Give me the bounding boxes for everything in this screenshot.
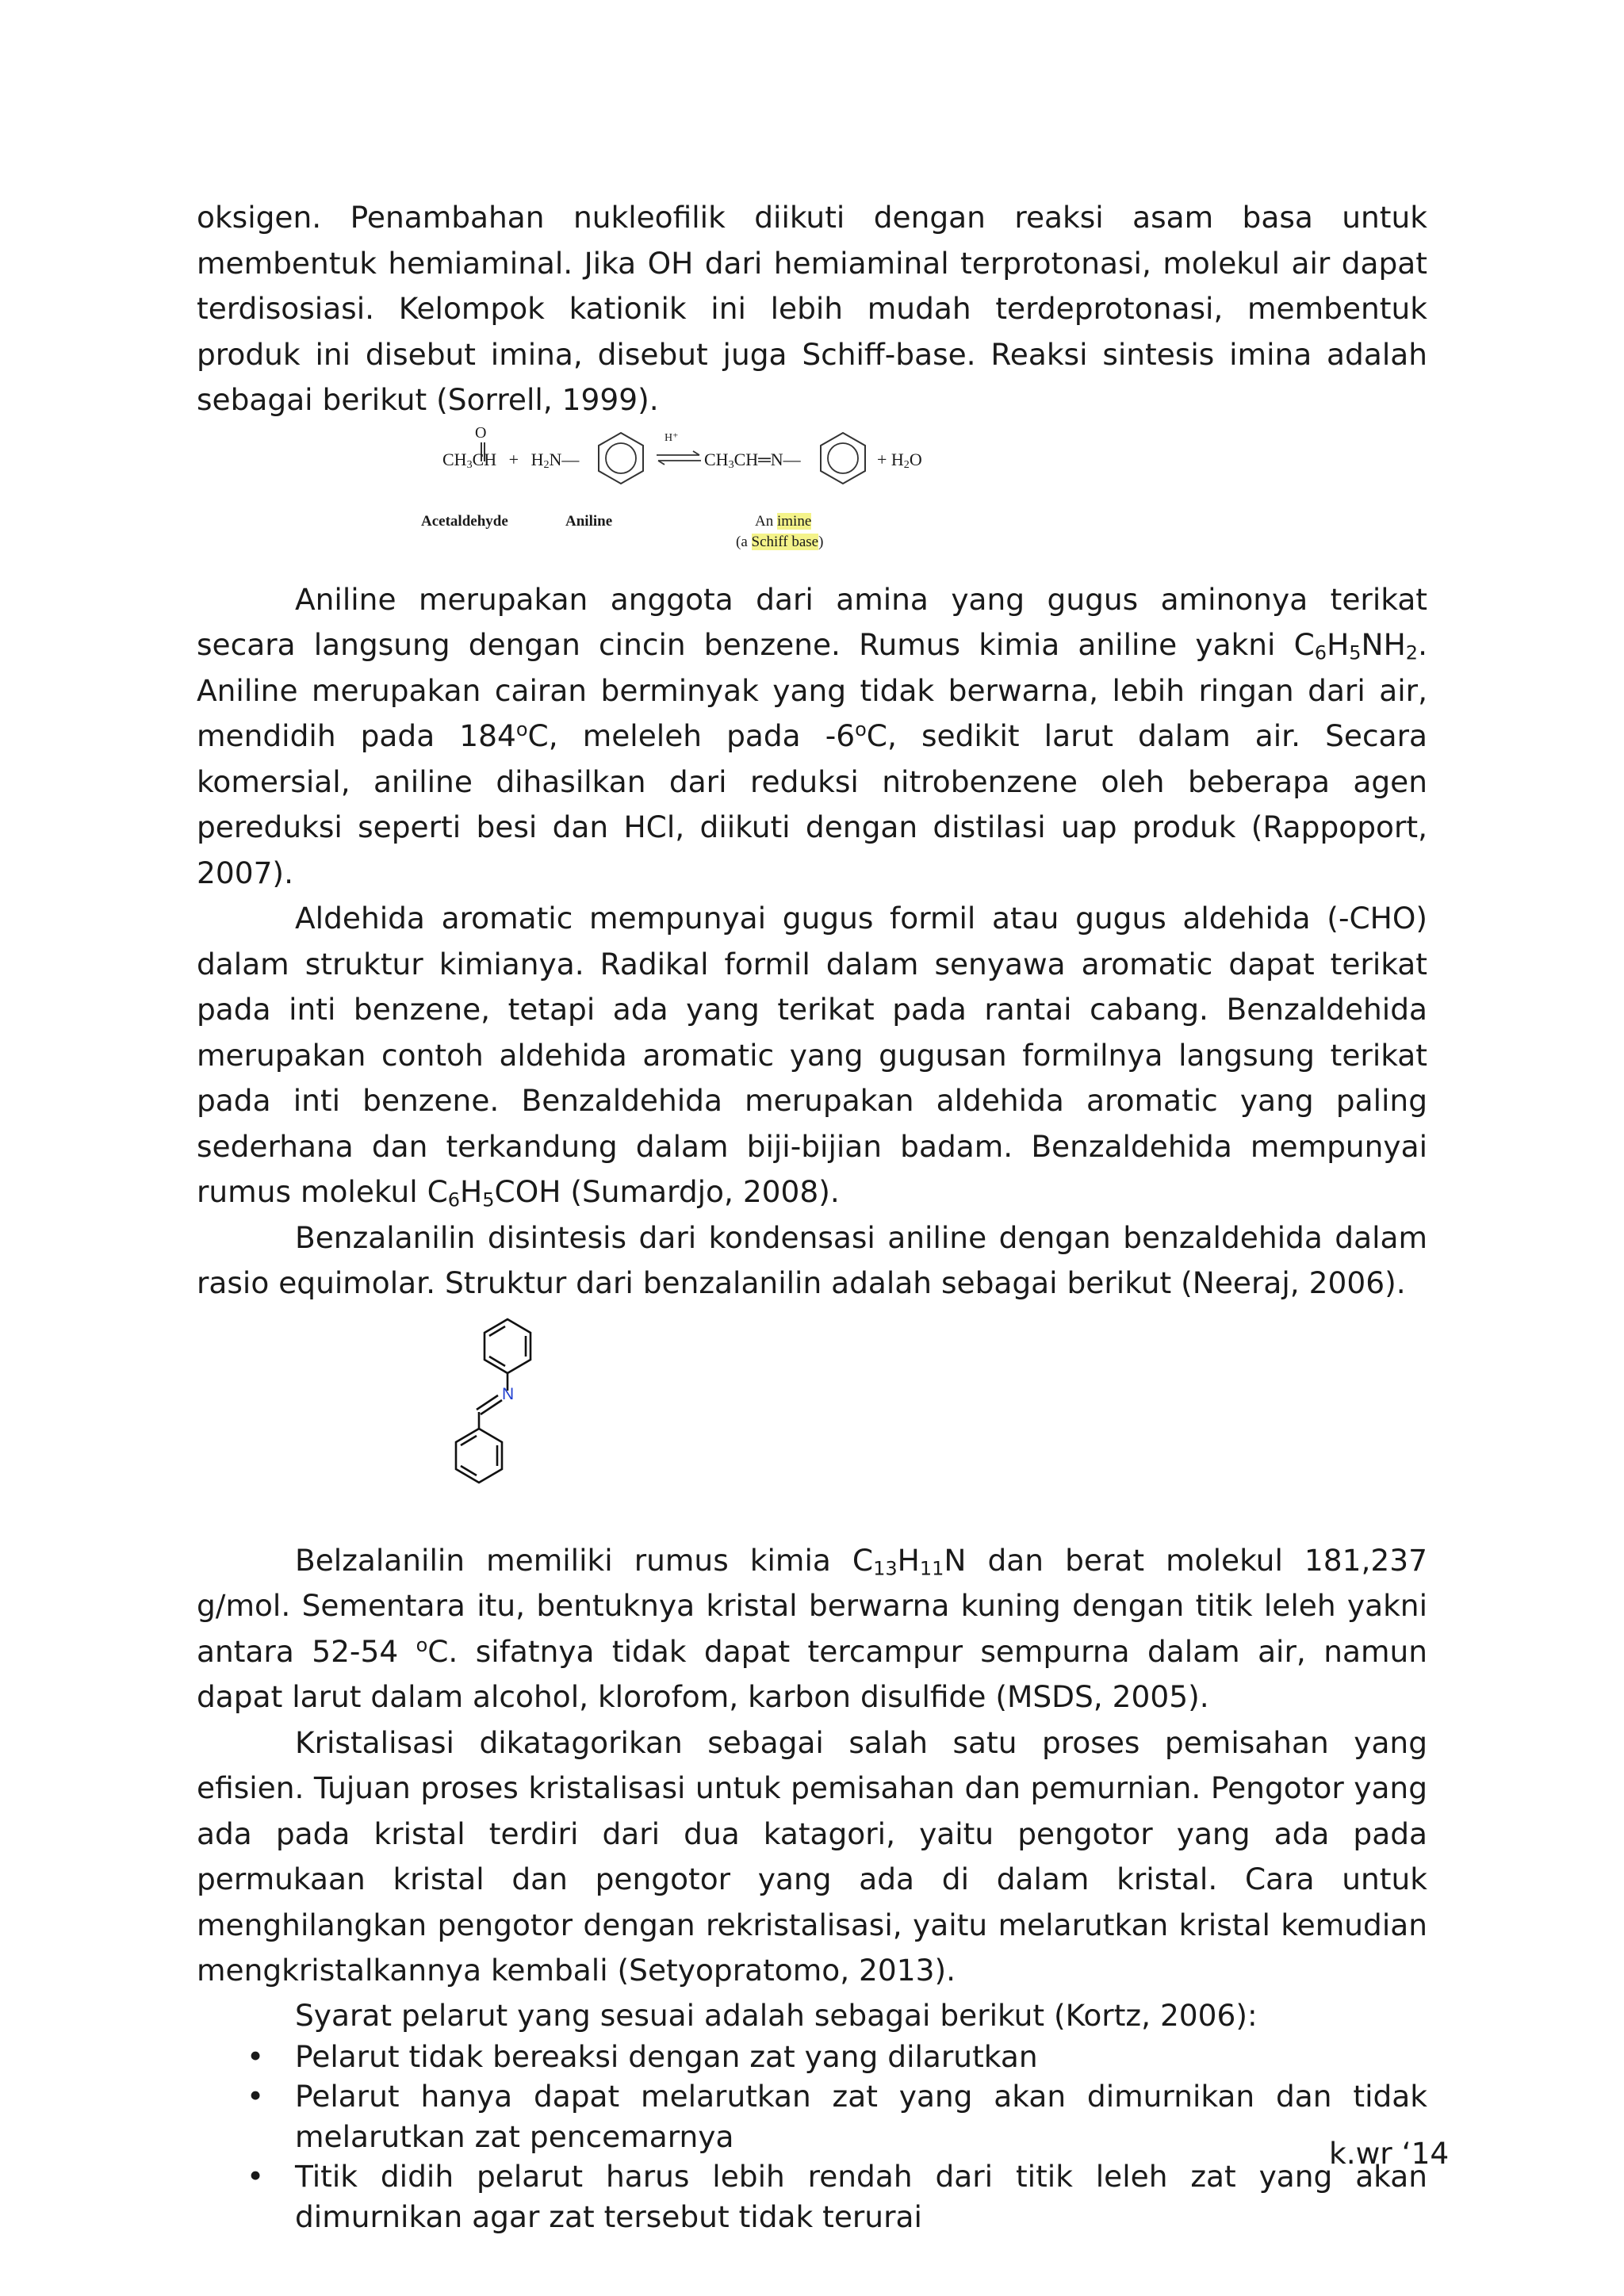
bullet: • <box>247 2159 265 2194</box>
paragraph-syarat-pelarut: Syarat pelarut yang sesuai adalah sebagai berikut (Kortz, 2006): <box>295 1997 1258 2033</box>
list-item: • Pelarut hanya dapat melarutkan zat yang akan dimurnikan dan tidak melarutkan zat pencemarnya <box>197 2076 1427 2156</box>
water-product: + $H_2O$ <box>877 449 922 471</box>
benzalanilin-structure-figure <box>197 1307 1427 1538</box>
equilibrium-arrows <box>655 450 703 466</box>
aniline-amine-group: $H_2N—$ <box>530 449 580 471</box>
reaction-oxygen: O <box>475 423 487 442</box>
aniline-benzene-ring <box>593 430 649 486</box>
paragraph-intro: oksigen. Penambahan nukleofilik diikuti dengan reaksi asam basa untuk membentuk hemiaminal. Jika OH dari hemiaminal terprotonasi, molekul air dapat terdisosiasi. Kelompok kationik ini lebih mudah terdeprotonasi, membentuk produk ini disebut imina, disebut juga Schiff-base. Reaksi sintesis imina adalah sebagai berikut (Sorrell, 1999). <box>197 200 1427 417</box>
benzalanilin-structure <box>435 1316 593 1530</box>
label-aniline: Aniline <box>565 512 613 530</box>
paragraph-belzalanilin: Belzalanilin memiliki rumus kimia $C_{13}H_{11}N$ dan berat molekul 181,237 g/mol. Sementara itu, bentuknya kristal berwarna kuning dengan titik leleh yakni antara 52-54 $^o$C. sifatnya tidak dapat tercampur sempurna dalam air, namun dapat larut dalam alcohol, klorofom, karbon disulfide (MSDS, 2005). <box>197 1542 1428 1714</box>
list-item: • Pelarut tidak bereaksi dengan zat yang dilarutkan <box>197 2037 1427 2077</box>
plus-sign: + <box>508 449 519 469</box>
imine-highlight: imine <box>776 512 812 530</box>
label-imine: An imine <box>755 512 812 530</box>
catalyst-label: H⁺ <box>665 431 679 444</box>
acetaldehyde-formula: $CH_3CH$ <box>442 449 497 471</box>
imine-synthesis-reaction-figure <box>197 423 1427 577</box>
page-footer: k.wr ‘14 <box>1329 2136 1450 2171</box>
nitrogen-label: N <box>502 1384 515 1403</box>
imine-formula: $CH_3CH═N—$ <box>704 449 801 471</box>
bullet: • <box>247 2038 265 2074</box>
paragraph-kristalisasi: Kristalisasi dikatagorikan sebagai salah satu proses pemisahan yang efisien. Tujuan proses kristalisasi untuk pemisahan dan pemurnian. Pengotor yang ada pada kristal terdiri dari dua katagori, yaitu pengotor yang ada pada permukaan kristal dan pengotor yang ada di dalam kristal. Cara untuk menghilangkan pengotor dengan rekristalisasi, yaitu melarutkan kristal kemudian mengkristalkannya kembali (Setyopratomo, 2013). <box>197 1724 1427 1988</box>
paragraph-benzalanilin: Benzalanilin disintesis dari kondensasi aniline dengan benzaldehida dalam rasio equimolar. Struktur dari benzalanilin adalah sebagai berikut (Neeraj, 2006). <box>197 1219 1427 1300</box>
label-schiff-base: (a Schiff base) <box>736 533 824 550</box>
reaction-equation <box>442 450 579 470</box>
bullet: • <box>247 2079 265 2114</box>
imine-benzene-ring <box>815 430 871 486</box>
page-content <box>197 195 1427 2237</box>
list-item: • Titik didih pelarut harus lebih rendah dari titik leleh zat yang akan dimurnikan agar zat tersebut tidak terurai <box>197 2156 1427 2237</box>
label-acetaldehyde: Acetaldehyde <box>421 512 508 530</box>
paragraph-aldehida: Aldehida aromatic mempunyai gugus formil atau gugus aldehida (-CHO) dalam struktur kimianya. Radikal formil dalam senyawa aromatic dapat terikat pada inti benzene, tetapi ada yang terikat pada rantai cabang. Benzaldehida merupakan contoh aldehida aromatic yang gugusan formilnya langsung terikat pada inti benzene. Benzaldehida merupakan aldehida aromatic yang paling sederhana dan terkandung dalam biji-bijian badam. Benzaldehida mempunyai rumus molekul $C_6H_5COH$ (Sumardjo, 2008). <box>197 901 1427 1211</box>
solvent-requirements-list <box>197 2037 1427 2237</box>
paragraph-aniline: Aniline merupakan anggota dari amina yang gugus aminonya terikat secara langsung dengan cincin benzene. Rumus kimia aniline yakni $C_6H_5NH_2$. Aniline merupakan cairan berminyak yang tidak berwarna, lebih ringan dari air, mendidih pada 184$^o$C, meleleh pada -6$^o$C, sedikit larut dalam air. Secara komersial, aniline dihasilkan dari reduksi nitrobenzene oleh beberapa agen pereduksi seperti besi dan HCl, diikuti dengan distilasi uap produk (Rappoport, 2007). <box>197 581 1427 890</box>
schiff-base-highlight: Schiff base <box>751 533 819 550</box>
